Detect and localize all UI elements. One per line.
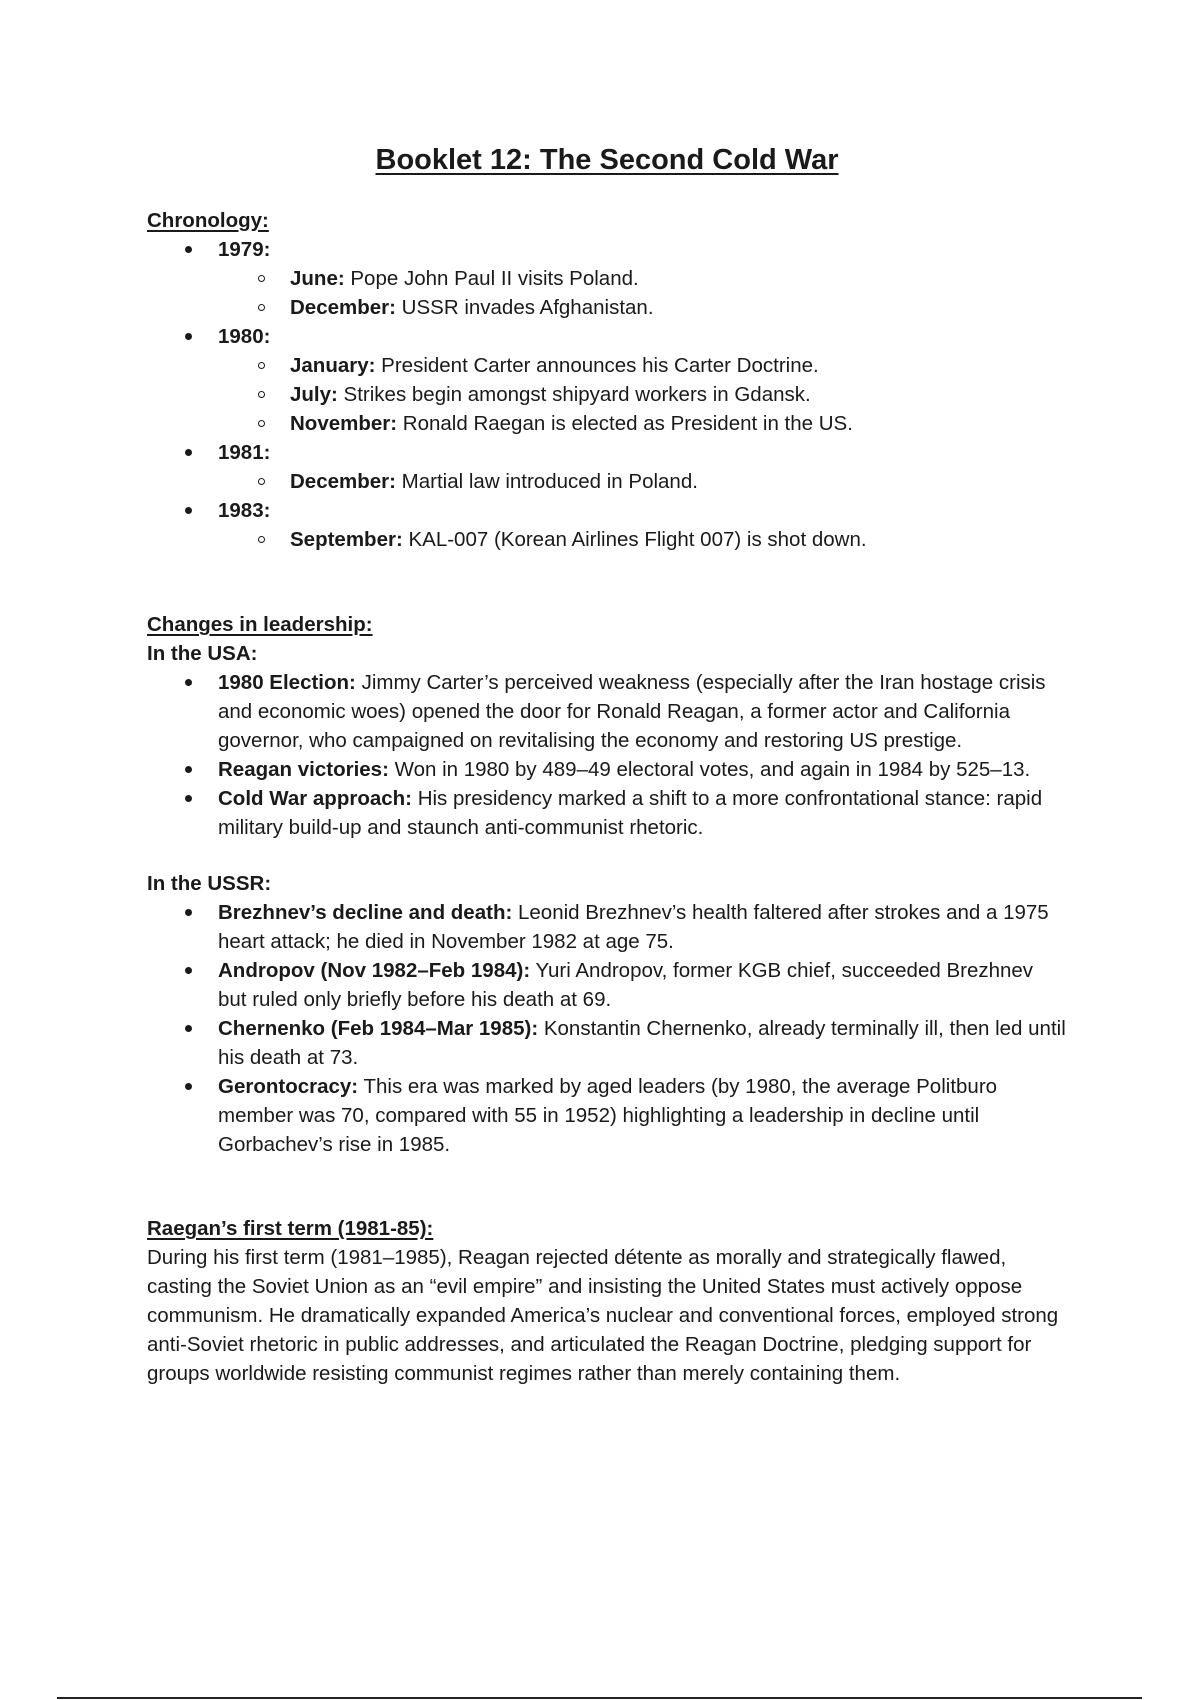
list-item: Chernenko (Feb 1984–Mar 1985): Konstantin Chernenko, already terminally ill, then led until his death at 73. [147,1014,1067,1072]
chronology-event: June: Pope John Paul II visits Poland. [147,264,1067,293]
ussr-list [147,898,1067,1159]
hollow-bullet-icon [258,420,265,427]
hollow-bullet-icon [258,304,265,311]
bullet-icon [185,909,192,916]
list-item: Andropov (Nov 1982–Feb 1984): Yuri Andropov, former KGB chief, succeeded Brezhnev but ruled only briefly before his death at 69. [147,956,1067,1014]
bullet-icon [185,333,192,340]
chronology-year: 1980: January: President Carter announces his Carter Doctrine. July: Strikes begin amongst shipyard workers in Gdansk. November: Ronald Raegan is elected as President in the US. [147,322,1067,438]
hollow-bullet-icon [258,536,265,543]
chronology-event: July: Strikes begin amongst shipyard workers in Gdansk. [147,380,1067,409]
chronology-year: 1979: June: Pope John Paul II visits Poland. December: USSR invades Afghanistan. [147,235,1067,322]
page-title: Booklet 12: The Second Cold War [375,144,839,176]
usa-list [147,668,1067,842]
first-term-heading: Raegan’s first term (1981-85): [147,1217,434,1240]
ussr-subheading: In the USSR: [147,872,272,895]
bullet-icon [185,449,192,456]
first-term-paragraph: During his first term (1981–1985), Reagan rejected détente as morally and strategically flawed, casting the Soviet Union as an “evil empire” and insisting the United States must actively oppose communism. He dramatically expanded America’s nuclear and conventional forces, employed strong anti-Soviet rhetoric in public addresses, and articulated the Reagan Doctrine, pledging support for groups worldwide resisting communist regimes rather than merely containing them. [147,1246,1059,1385]
list-item: Cold War approach: His presidency marked a shift to a more confrontational stance: rapid military build-up and staunch anti-communist rhetoric. [147,784,1067,842]
hollow-bullet-icon [258,275,265,282]
footer-divider [57,1697,1142,1699]
chronology-year: 1983: September: KAL-007 (Korean Airlines Flight 007) is shot down. [147,496,1067,554]
bullet-icon [185,766,192,773]
chronology-list [147,235,1067,554]
hollow-bullet-icon [258,391,265,398]
list-item: 1980 Election: Jimmy Carter’s perceived weakness (especially after the Iran hostage crisis and economic woes) opened the door for Ronald Reagan, a former actor and California governor, who campaigned on revitalising the economy and restoring US prestige. [147,668,1067,755]
hollow-bullet-icon [258,478,265,485]
bullet-icon [185,795,192,802]
chronology-event: December: Martial law introduced in Poland. [147,467,1067,496]
list-item: Gerontocracy: This era was marked by aged leaders (by 1980, the average Politburo member was 70, compared with 55 in 1952) highlighting a leadership in decline until Gorbachev’s rise in 1985. [147,1072,1067,1159]
bullet-icon [185,1083,192,1090]
chronology-event: November: Ronald Raegan is elected as President in the US. [147,409,1067,438]
chronology-year: 1981: December: Martial law introduced in Poland. [147,438,1067,496]
chronology-event: September: KAL-007 (Korean Airlines Flight 007) is shot down. [147,525,1067,554]
chronology-heading: Chronology: [147,209,269,232]
document-page [147,140,1067,1388]
list-item: Reagan victories: Won in 1980 by 489–49 electoral votes, and again in 1984 by 525–13. [147,755,1067,784]
chronology-event: December: USSR invades Afghanistan. [147,293,1067,322]
list-item: Brezhnev’s decline and death: Leonid Brezhnev’s health faltered after strokes and a 1975 heart attack; he died in November 1982 at age 75. [147,898,1067,956]
bullet-icon [185,507,192,514]
bullet-icon [185,1025,192,1032]
bullet-icon [185,246,192,253]
hollow-bullet-icon [258,362,265,369]
leadership-heading: Changes in leadership: [147,613,373,636]
chronology-event: January: President Carter announces his Carter Doctrine. [147,351,1067,380]
usa-subheading: In the USA: [147,642,258,665]
bullet-icon [185,679,192,686]
bullet-icon [185,967,192,974]
